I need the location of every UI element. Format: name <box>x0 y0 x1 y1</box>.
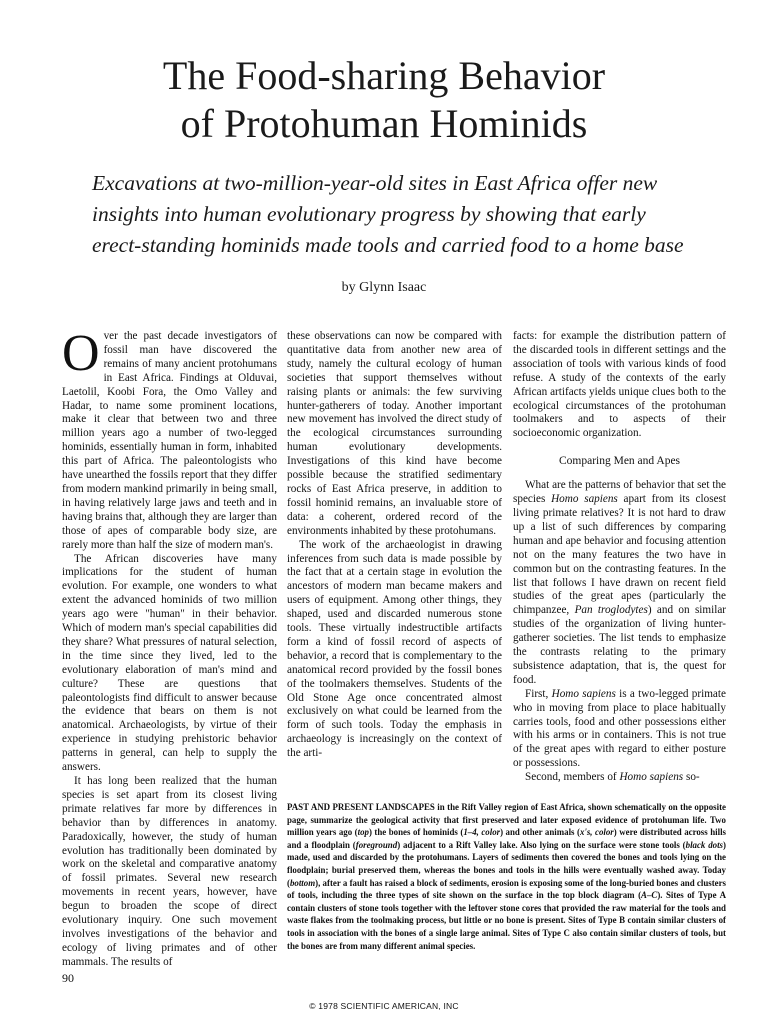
caption-text: ) adjacent to a Rift Valley lake. Also lying on the surface were stone tools ( <box>397 839 686 850</box>
caption-text: PAST AND PRESENT LANDSCAPES in the Rift Valley region of East Africa, shown schematically on the opposite page, summarize the geological activity that first preserved and later exposed evidence of protohuman life. Two million years ago ( <box>287 802 726 838</box>
section-heading: Comparing Men and Apes <box>558 455 681 468</box>
article-subtitle <box>92 168 712 261</box>
text-run: First, <box>525 687 552 700</box>
caption-italic: x's, color <box>579 827 614 838</box>
paragraph: The African discoveries have many implications for the student of human evolution. For example, one wonders to what extent the advanced hominids of two million years ago were "human" in their behavior. Which of modern man's special capabilities did they share? What pressures of natural selection, in the time since they lived, led to the evolutionary elaboration of man's mind and culture? These are questions that paleontologists find difficult to answer because the evidence that bears on them is not anatomical. Archaeologists, by virtue of their experience in studying prehistoric behavior patterns in general, can help to supply the answers. <box>62 552 277 774</box>
text-column-1 <box>62 325 277 970</box>
caption-italic: A–C <box>641 890 658 901</box>
paragraph-text: ver the past decade investigators of fossil man have discovered the remains of many ancient protohumans in East Africa. Findings at Olduvai, Laetolil, Koobi Fora, the Omo Valley and Hadar, to name some prominent locations, make it clear that between two and three million years ago a number of two-legged hominids, essentially human in form, inhabited this part of Africa. The paleontologists who have unearthed the fossils report that they differ from modern mankind primarily in being small, in having relatively large jaws and teeth and in having brains that, although they are larger than those of apes of comparable body size, are rarely more than half the size of modern man's. <box>62 330 277 551</box>
caption-text: ) and other animals ( <box>500 827 580 838</box>
subtitle-line-1: Excavations at two-million-year-old sites in East Africa offer new <box>92 171 658 195</box>
caption-text: ) made, used and discarded by the protohumans. Layers of sediments then covered the bones and tools lying on the floodplain; burial preserved them, whereas the bones and tools in the hills were eventually washed away. Today ( <box>287 839 726 888</box>
paragraph <box>62 325 277 553</box>
caption-italic: black dots <box>685 839 724 850</box>
text-run: so- <box>683 771 700 784</box>
species-name: Homo sapiens <box>619 771 684 784</box>
subtitle-line-2: insights into human evolutionary progress by showing that early <box>92 202 646 226</box>
caption-italic: bottom <box>289 877 316 888</box>
paragraph: The work of the archaeologist in drawing inferences from such data is made possible by the fact that at a certain stage in evolution the ancestors of modern man became makers and users of equipment. Among other things, they shaped, used and discarded numerous stone tools. These virtually indestructible artifacts form a kind of fossil record of aspects of behavior, a record that is complementary to the anatomical record provided by the fossil bones of the toolmakers themselves. Students of the Old Stone Age once concentrated almost exclusively on what could be learned from the form of such tools. Today the emphasis in archaeology is increasingly on the context of the arti- <box>287 538 502 760</box>
paragraph <box>513 771 726 785</box>
species-name: Pan troglodytes <box>574 604 648 617</box>
copyright-footer: © 1978 SCIENTIFIC AMERICAN, INC <box>309 1001 459 1011</box>
drop-cap: O <box>62 325 100 382</box>
title-line-1: The Food-sharing Behavior <box>162 53 606 98</box>
text-column-2 <box>287 330 502 761</box>
paragraph <box>513 688 726 771</box>
caption-italic: 1–4, color <box>463 827 501 838</box>
text-run: is a two-legged primate who in moving from place to place habitually carries tools, food and other possessions either with his arms or in containers. This is not true of the great apes with regard to either posture or possessions. <box>513 687 726 770</box>
text-run: apart from its closest living primate relatives? It is not hard to draw up a list of such differences by comparing human and ape behavior and focusing attention not on the many features the two have in common but on the contrasting features. In the list that follows I have drawn on recent field studies of the great apes (particularly the chimpanzee, <box>513 493 726 617</box>
caption-italic: foreground <box>355 839 398 850</box>
article-title <box>0 52 768 148</box>
byline: by Glynn Isaac <box>341 280 427 295</box>
paragraph: It has long been realized that the human species is set apart from its closest living primate relatives far more by differences in behavior than by differences in anatomy. Paradoxically, however, the study of human evolution has traditionally been dominated by work on the skeletal and comparative anatomy of fossil primates. Several new research movements in recent years, however, have begun to broaden the scope of direct evolutionary inquiry. One such movement involves investigations of the behavior and ecology of living primates and of other mammals. The results of <box>62 775 277 968</box>
caption-text: ). Sites of Type A contain clusters of stone tools together with the leftover stone cores that provided the raw material for the tools and waste flakes from the toolmaking process, but little or no bone is present. Sites of Type B contain similar clusters of tools in association with the bones of a single large animal. Sites of Type C also contain similar clusters of tools, but the bones are from many different animal species. <box>287 890 726 951</box>
text-column-3 <box>513 330 726 785</box>
figure-caption <box>287 801 726 952</box>
text-run: ) and on similar studies of the organization of living hunter-gatherer societies. The list tends to emphasize the contrasts relating to the primary subsistence adaptation, that is, the quest for food. <box>513 604 727 686</box>
text-run: Second, members of <box>525 771 620 784</box>
page-number: 90 <box>62 971 74 985</box>
paragraph: facts: for example the distribution pattern of the discarded tools in different settings and the association of tools with various kinds of food refuse. A study of the contexts of the early African artifacts yields unique clues both to the ecological circumstances of the protohuman toolmakers and to aspects of their socioeconomic organization. <box>513 330 726 440</box>
caption-text: ) were distributed across hills and a floodplain ( <box>287 827 726 850</box>
caption-text: ), after a fault has raised a block of sediments, erosion is exposing some of the long-buried bones and clusters of tools, including the three types of site shown on the surface in the top block diagram ( <box>287 877 726 901</box>
title-line-2: of Protohuman Hominids <box>180 101 588 146</box>
paragraph <box>513 479 726 688</box>
caption-italic: top <box>357 827 369 838</box>
paragraph: these observations can now be compared with quantitative data from another new area of study, namely the cultural ecology of human societies that support themselves without raising plants or animals: the few surviving hunter-gatherers of today. Another important new movement has involved the direct study of the ecological circumstances surrounding human evolutionary developments. Investigations of this kind have become possible because the stratified sedimentary rocks of East Africa preserve, in addition to fossil hominid remains, an invaluable store of data: a coherent, ordered record of the environments inhabited by these protohumans. <box>287 330 502 537</box>
text-run: What are the patterns of behavior that set the species <box>513 479 726 506</box>
caption-text: ) the bones of hominids ( <box>368 827 464 838</box>
subtitle-line-3: erect-standing hominids made tools and carried food to a home base <box>92 233 684 257</box>
species-name: Homo sapiens <box>551 493 618 506</box>
species-name: Homo sapiens <box>551 687 616 700</box>
